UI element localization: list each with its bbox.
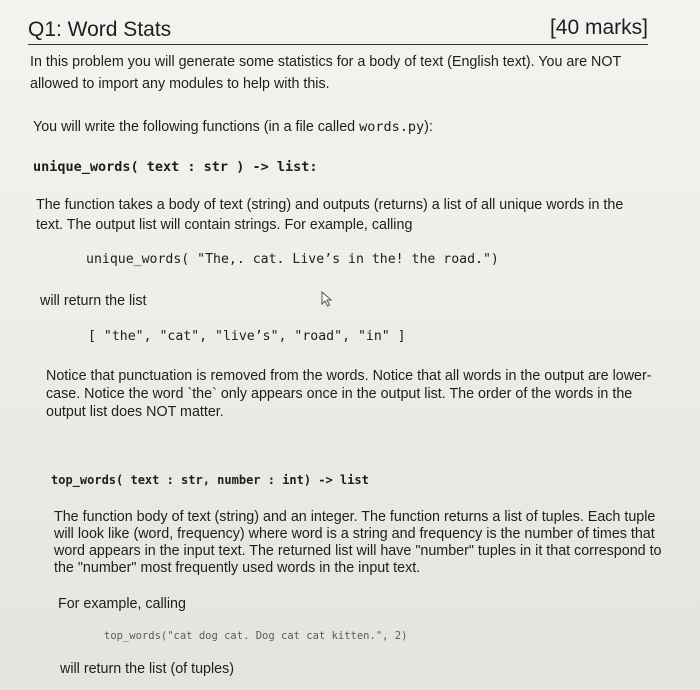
unique-words-notice-3: output list does NOT matter.	[46, 404, 224, 420]
question-title: Q1: Word Stats	[28, 18, 172, 41]
unique-words-desc-1: The function takes a body of text (string) and outputs (returns) a list of all unique words in the	[36, 197, 624, 213]
functions-intro-text: You will write the following functions (in a file called	[33, 119, 360, 135]
top-words-desc-1: The function body of text (string) and an integer. The function returns a list of tuples. Each tuple	[54, 509, 656, 525]
unique-words-will-return: will return the list	[40, 293, 147, 309]
functions-intro-suffix: ):	[424, 119, 433, 135]
question-header	[28, 14, 648, 45]
unique-words-example-call: unique_words( "The,. cat. Live’s in the! the road.")	[86, 252, 499, 267]
question-marks: [40 marks]	[549, 16, 648, 39]
functions-intro	[33, 118, 433, 137]
mouse-pointer-icon	[320, 291, 334, 307]
functions-intro-filename: words.py	[359, 119, 425, 135]
unique-words-notice-1: Notice that punctuation is removed from the words. Notice that all words in the output are lower-	[46, 368, 652, 384]
unique-words-example-result: [ "the", "cat", "live’s", "road", "in" ]	[88, 329, 406, 344]
unique-words-desc-2: text. The output list will contain strings. For example, calling	[36, 217, 413, 233]
top-words-desc-3: word appears in the input text. The returned list will have "number" tuples in it that correspond to	[54, 543, 662, 559]
unique-words-signature: unique_words( text : str ) -> list:	[33, 159, 318, 175]
intro-line-1: In this problem you will generate some statistics for a body of text (English text). You are NOT	[30, 54, 622, 70]
unique-words-notice-2: case. Notice the word `the` only appears once in the output list. The order of the words in the	[46, 386, 633, 402]
top-words-example-call: top_words("cat dog cat. Dog cat cat kitten.", 2)	[104, 630, 408, 642]
top-words-example-intro: For example, calling	[58, 596, 186, 612]
top-words-desc-2: will look like (word, frequency) where word is a string and frequency is the number of times that	[54, 526, 655, 542]
top-words-will-return: will return the list (of tuples)	[60, 661, 235, 677]
top-words-signature: top_words( text : str, number : int) -> list	[51, 473, 369, 487]
intro-line-2: allowed to import any modules to help with this.	[30, 76, 330, 92]
top-words-desc-4: the "number" most frequently used words in the input text.	[54, 560, 421, 576]
